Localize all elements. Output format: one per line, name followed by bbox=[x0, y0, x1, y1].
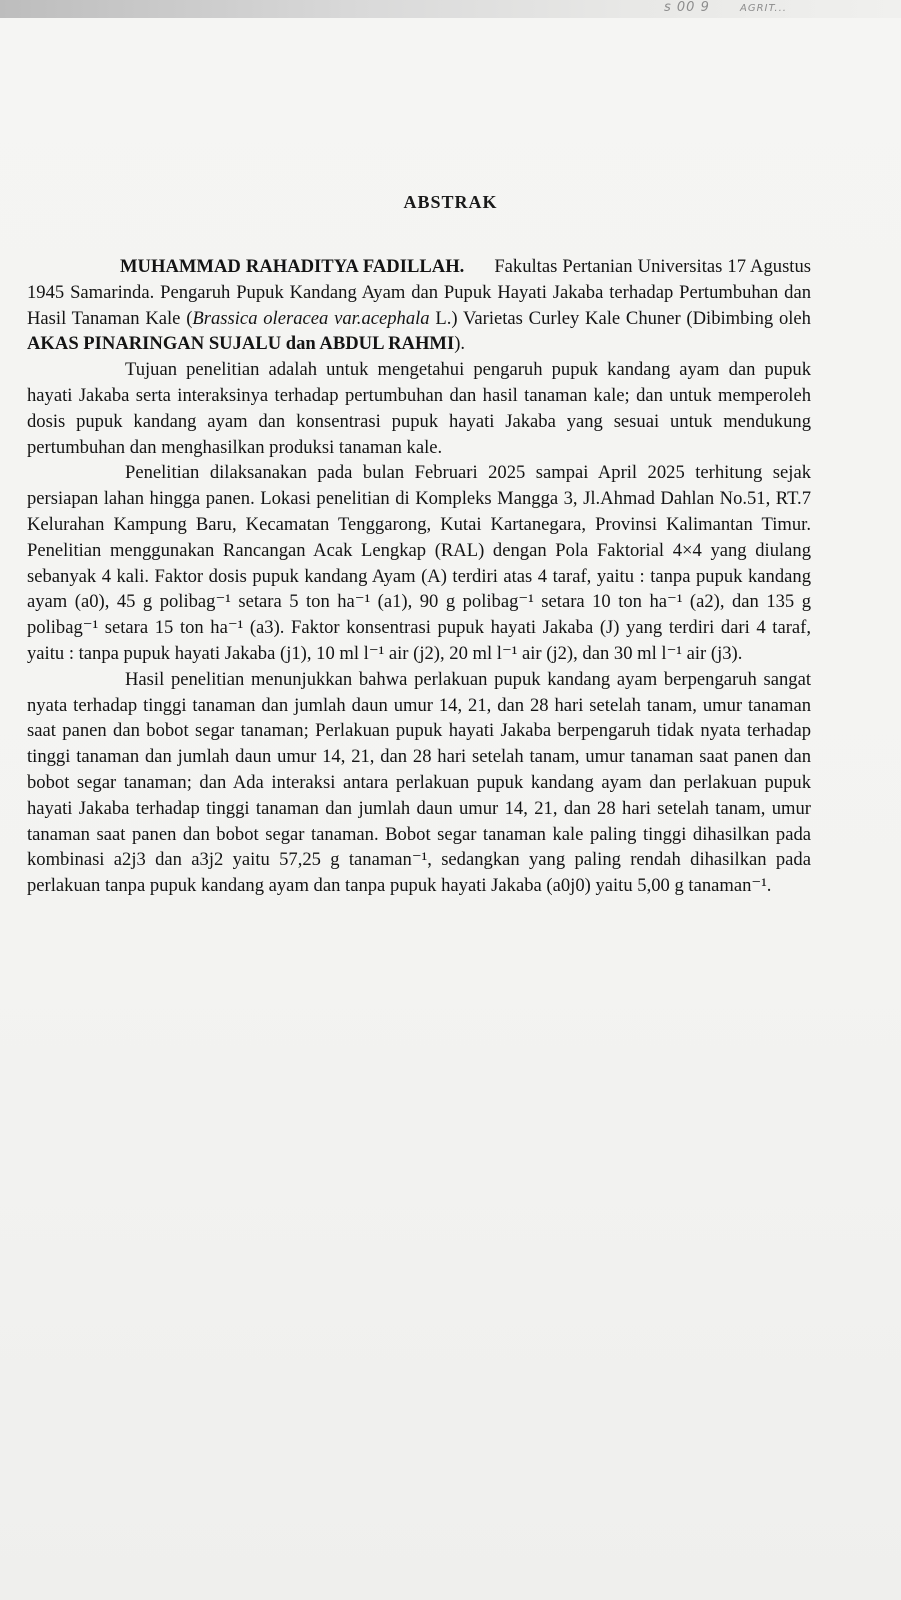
intro-text-end: ). bbox=[454, 333, 466, 355]
method-paragraph: Penelitian dilaksanakan pada bulan Februari 2025 sampai April 2025 terhitung sejak persiapan lahan hingga panen. Lokasi penelitian di Kompleks Mangga 3, Jl.Ahmad Dahlan No.51, RT.7 Kelurahan Kampung Baru, Kecamatan Tenggarong, Kutai Kartanegara, Provinsi Kalimantan Timur. Penelitian menggunakan Rancangan Acak Lengkap (RAL) dengan Pola Faktorial 4×4 yang diulang sebanyak 4 kali. Faktor dosis pupuk kandang Ayam (A) terdiri atas 4 taraf, yaitu : tanpa pupuk kandang ayam (a0), 45 g polibag⁻¹ setara 5 ton ha⁻¹ (a1), 90 g polibag⁻¹ setara 10 ton ha⁻¹ (a2), dan 135 g polibag⁻¹ setara 15 ton ha⁻¹ (a3). Faktor konsentrasi pupuk hayati Jakaba (J) yang terdiri dari 4 taraf, yaitu : tanpa pupuk hayati Jakaba (j1), 10 ml l⁻¹ air (j2), 20 ml l⁻¹ air (j2), dan 30 ml l⁻¹ air (j3). bbox=[27, 462, 811, 664]
intro-text: Fakultas Pertanian Universitas 17 Agustus 1945 Samarinda. Pengaruh Pupuk Kandang Ayam dan Pupuk Hayati Jakaba terhadap Pertumbuhan dan Hasil Tanaman Kale ( bbox=[27, 256, 812, 329]
abstract-heading: ABSTRAK bbox=[403, 192, 498, 212]
result-paragraph: Hasil penelitian menunjukkan bahwa perlakuan pupuk kandang ayam berpengaruh sangat nyata terhadap tinggi tanaman dan jumlah daun umur 14, 21, dan 28 hari setelah tanam, umur tanaman saat panen dan bobot segar tanaman; Perlakuan pupuk hayati Jakaba berpengaruh tidak nyata terhadap tinggi tanaman dan jumlah daun umur 14, 21, dan 28 hari setelah tanam, umur tanaman saat panen dan bobot segar tanaman; dan Ada interaksi antara perlakuan pupuk kandang ayam dan perlakuan pupuk hayati Jakaba terhadap tinggi tanaman dan jumlah daun umur 14, 21, dan 28 hari setelah tanam, umur tanaman saat panen dan bobot segar tanaman. Bobot segar tanaman kale paling tinggi dihasilkan pada kombinasi a2j3 dan a3j2 yaitu 57,25 g tanaman⁻¹, sedangkan yang paling rendah dihasilkan pada perlakuan tanpa pupuk kandang ayam dan tanpa pupuk hayati Jakaba (a0j0) yaitu 5,00 g tanaman⁻¹. bbox=[27, 668, 811, 897]
supervisors: AKAS PINARINGAN SUJALU dan ABDUL RAHMI bbox=[27, 333, 455, 355]
author-name: MUHAMMAD RAHADITYA FADILLAH. bbox=[120, 256, 465, 277]
abstract-body bbox=[27, 254, 811, 899]
intro-text-continued: L.) Varietas Curley Kale Chuner (Dibimbing oleh bbox=[429, 307, 811, 329]
handwritten-note: s 00 9 bbox=[664, 0, 710, 15]
purpose-paragraph: Tujuan penelitian adalah untuk mengetahui pengaruh pupuk kandang ayam dan pupuk hayati Jakaba serta interaksinya terhadap pertumbuhan dan hasil tanaman kale; dan untuk memperoleh dosis pupuk kandang ayam dan konsentrasi pupuk hayati Jakaba yang sesuai untuk mendukung pertumbuhan dan menghasilkan produksi tanaman kale. bbox=[27, 359, 811, 458]
species-name: Brassica oleracea var.acephala bbox=[192, 307, 430, 329]
intro-paragraph bbox=[27, 254, 811, 357]
handwritten-note: AGRIT... bbox=[740, 3, 787, 14]
